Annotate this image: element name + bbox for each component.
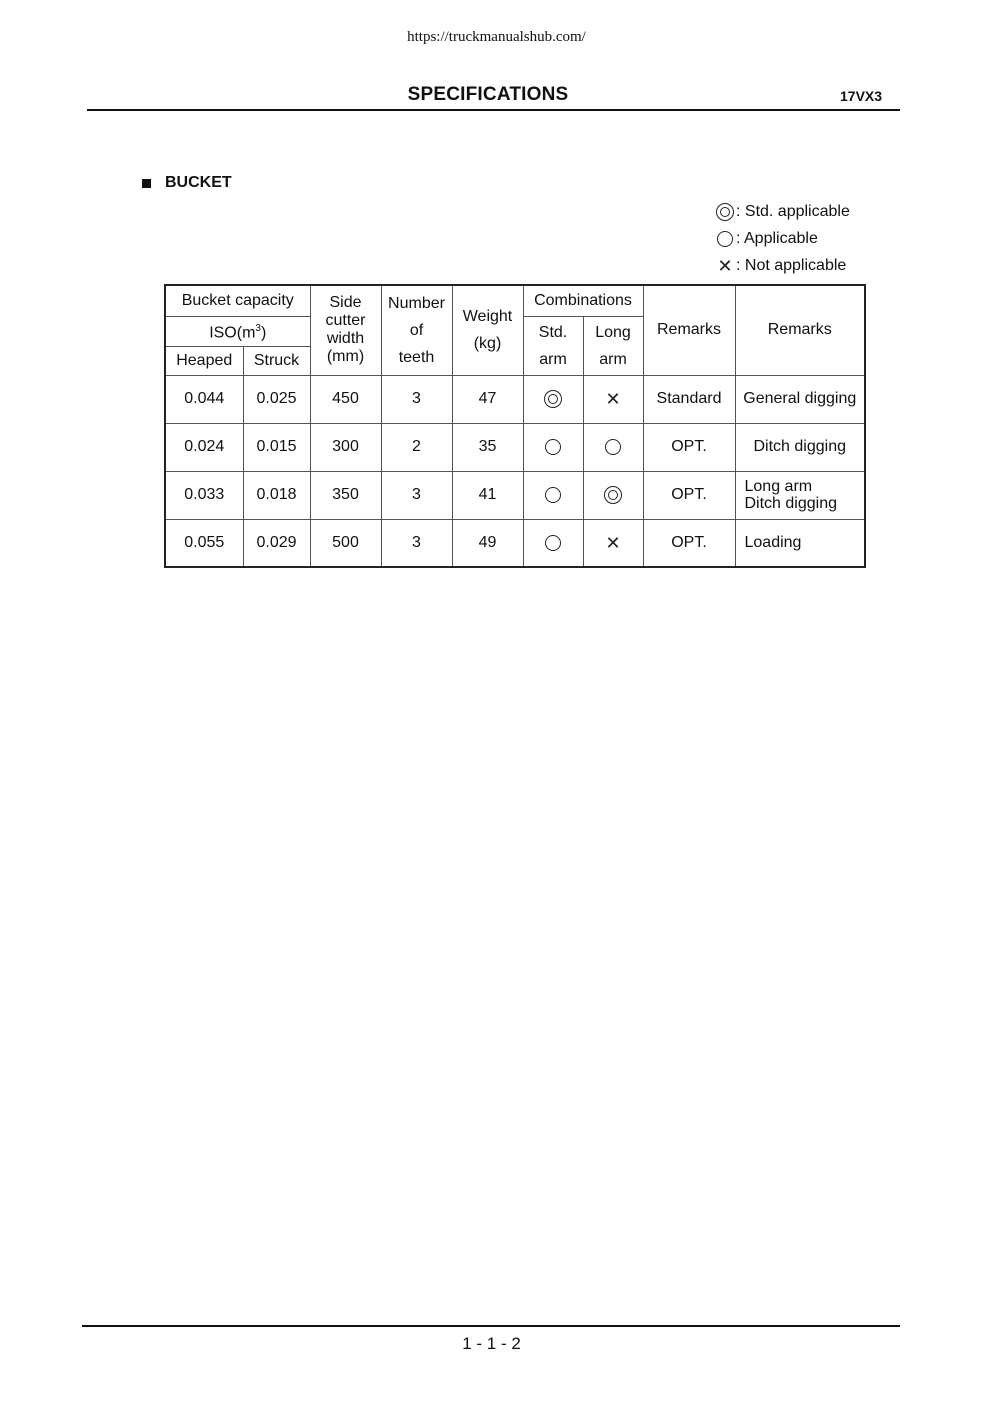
cell-long-arm bbox=[583, 471, 643, 519]
legend-item-not-applicable bbox=[714, 252, 850, 279]
cell-std-arm bbox=[523, 375, 583, 423]
cell-remarks-2 bbox=[735, 423, 865, 471]
cell-remarks-1: OPT. bbox=[643, 423, 735, 471]
cell-weight: 47 bbox=[452, 375, 523, 423]
cell-std-arm bbox=[523, 423, 583, 471]
cell-weight: 35 bbox=[452, 423, 523, 471]
cell-struck: 0.029 bbox=[243, 519, 310, 567]
cell-number-of-teeth: 2 bbox=[381, 423, 452, 471]
cell-struck: 0.018 bbox=[243, 471, 310, 519]
header-struck: Struck bbox=[243, 346, 310, 375]
remarks-line: Ditch digging bbox=[753, 438, 846, 455]
page-number: 1 - 1 - 2 bbox=[462, 1334, 521, 1353]
bullet-square-icon bbox=[142, 179, 151, 188]
cell-heaped: 0.055 bbox=[165, 519, 243, 567]
source-url: https://truckmanualshub.com/ bbox=[407, 29, 586, 45]
cell-number-of-teeth: 3 bbox=[381, 519, 452, 567]
remarks-line: Long arm bbox=[744, 478, 813, 495]
header-remarks-2: Remarks bbox=[735, 285, 865, 375]
legend-label: : Not applicable bbox=[736, 257, 847, 274]
header-rule bbox=[87, 109, 900, 111]
header-combinations: Combinations bbox=[523, 285, 643, 316]
cell-side-cutter-width: 300 bbox=[310, 423, 381, 471]
cell-long-arm bbox=[583, 375, 643, 423]
legend-item-std-applicable bbox=[714, 198, 850, 225]
cell-long-arm bbox=[583, 519, 643, 567]
header-iso: $ISO(m^3)$ bbox=[165, 316, 310, 346]
header-side-cutter-width: Side cutter width (mm) bbox=[310, 285, 381, 375]
cell-number-of-teeth: 3 bbox=[381, 375, 452, 423]
cell-side-cutter-width: 350 bbox=[310, 471, 381, 519]
remarks-line: Ditch digging bbox=[744, 495, 837, 512]
footer-rule bbox=[82, 1325, 900, 1327]
circle-icon bbox=[524, 439, 583, 455]
model-code: 17VX3 bbox=[840, 88, 883, 104]
cell-heaped: 0.024 bbox=[165, 423, 243, 471]
circle-icon bbox=[524, 535, 583, 551]
cell-remarks-1: OPT. bbox=[643, 519, 735, 567]
double-circle-icon bbox=[524, 390, 583, 408]
cell-number-of-teeth: 3 bbox=[381, 471, 452, 519]
cell-remarks-2 bbox=[735, 375, 865, 423]
header-remarks-1: Remarks bbox=[643, 285, 735, 375]
cell-std-arm bbox=[523, 471, 583, 519]
header-std-arm: Std. arm bbox=[523, 316, 583, 375]
cell-remarks-1: Standard bbox=[643, 375, 735, 423]
table-row bbox=[165, 375, 865, 423]
cross-icon: ✕ bbox=[717, 255, 733, 276]
cell-weight: 49 bbox=[452, 519, 523, 567]
circle-icon bbox=[714, 228, 736, 250]
section-heading bbox=[142, 174, 232, 192]
header-number-of-teeth: Number of teeth bbox=[381, 285, 452, 375]
cell-struck: 0.025 bbox=[243, 375, 310, 423]
remarks-line: General digging bbox=[743, 390, 857, 407]
remarks-line: Loading bbox=[744, 533, 802, 551]
circle-icon bbox=[584, 439, 643, 455]
cell-struck: 0.015 bbox=[243, 423, 310, 471]
cell-heaped: 0.033 bbox=[165, 471, 243, 519]
double-circle-icon bbox=[584, 486, 643, 504]
circle-icon bbox=[524, 487, 583, 503]
cell-remarks-1: OPT. bbox=[643, 471, 735, 519]
cell-remarks-2 bbox=[735, 471, 865, 519]
page-title: SPECIFICATIONS bbox=[407, 84, 569, 105]
header-bucket-capacity: Bucket capacity bbox=[165, 285, 310, 316]
header-long-arm: Long arm bbox=[583, 316, 643, 375]
cell-side-cutter-width: 450 bbox=[310, 375, 381, 423]
header-heaped: Heaped bbox=[165, 346, 243, 375]
cell-weight: 41 bbox=[452, 471, 523, 519]
table-row bbox=[165, 519, 865, 567]
double-circle-icon bbox=[714, 201, 736, 223]
legend bbox=[714, 198, 850, 279]
header-weight: Weight (kg) bbox=[452, 285, 523, 375]
legend-item-applicable bbox=[714, 225, 850, 252]
cell-long-arm bbox=[583, 423, 643, 471]
table-row bbox=[165, 471, 865, 519]
cross-icon: ✕ bbox=[605, 389, 621, 409]
legend-label: : Std. applicable bbox=[736, 203, 850, 220]
table-row bbox=[165, 423, 865, 471]
cell-std-arm bbox=[523, 519, 583, 567]
cell-side-cutter-width: 500 bbox=[310, 519, 381, 567]
bucket-spec-table bbox=[164, 284, 866, 568]
cell-remarks-2 bbox=[735, 519, 865, 567]
cross-icon: ✕ bbox=[605, 532, 621, 553]
cell-heaped: 0.044 bbox=[165, 375, 243, 423]
legend-label: : Applicable bbox=[736, 230, 818, 247]
section-title: BUCKET bbox=[165, 174, 232, 191]
